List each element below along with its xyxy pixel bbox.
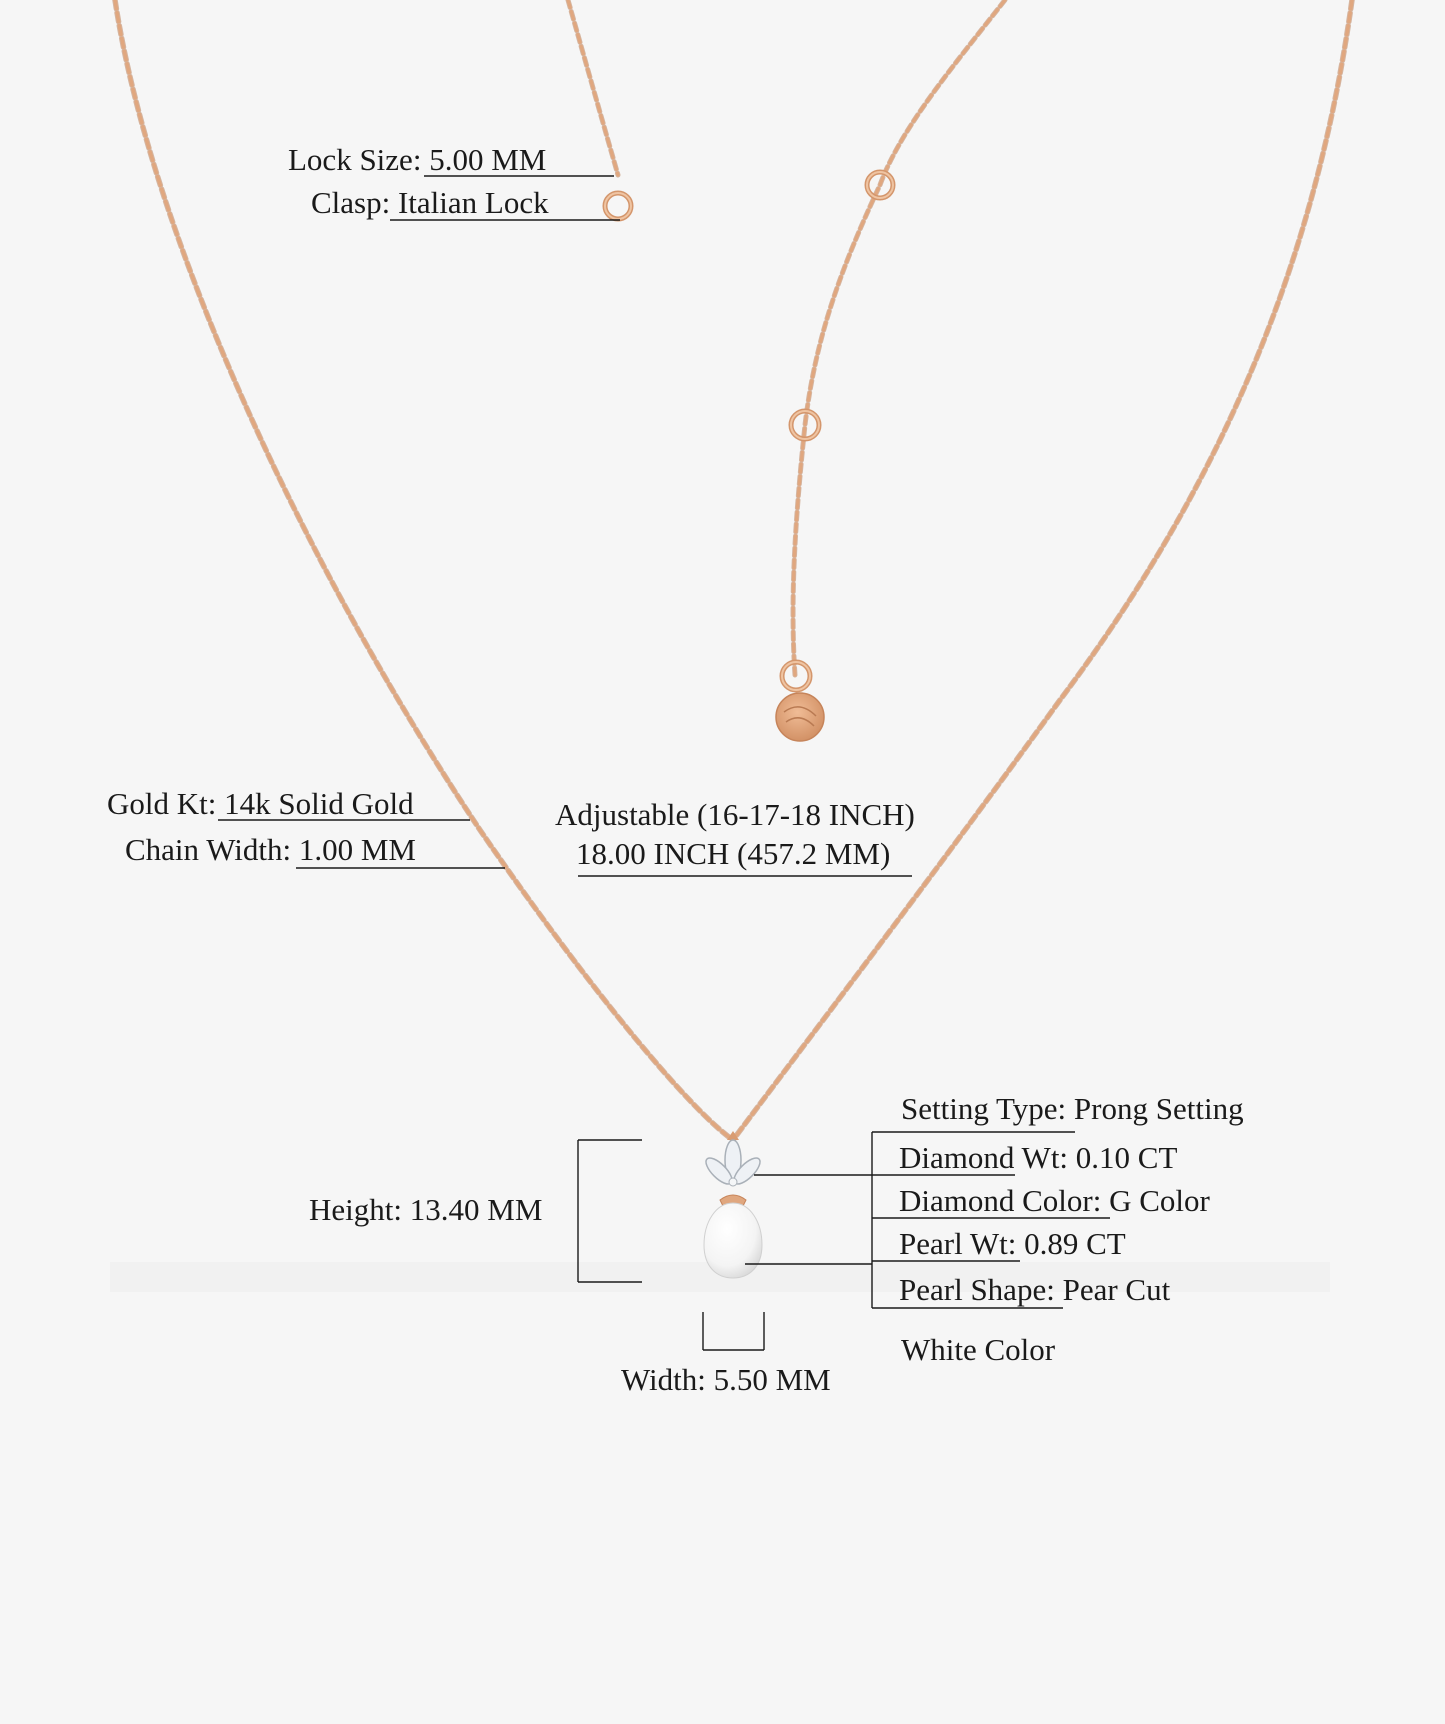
spec-clasp-value: Italian Lock bbox=[397, 185, 549, 220]
spec-gold-kt bbox=[107, 786, 414, 822]
spec-pearl-color bbox=[901, 1332, 1055, 1368]
spec-height bbox=[309, 1192, 542, 1228]
spec-diamond-wt-value: 0.10 CT bbox=[1075, 1140, 1178, 1175]
spec-gold-kt-value: 14k Solid Gold bbox=[224, 786, 414, 821]
spec-pearl-shape-label: Pearl Shape: bbox=[899, 1272, 1055, 1307]
spec-clasp bbox=[311, 185, 549, 221]
spec-pearl-shape-value: Pear Cut bbox=[1062, 1272, 1171, 1307]
length-total: 18.00 INCH (457.2 MM) bbox=[576, 836, 891, 871]
spec-diamond-color-label: Diamond Color: bbox=[899, 1183, 1102, 1218]
spec-pearl-shape bbox=[899, 1272, 1170, 1308]
spec-gold-kt-label: Gold Kt: bbox=[107, 786, 217, 821]
spec-width bbox=[621, 1362, 831, 1398]
spec-lock-size-value: 5.00 MM bbox=[429, 142, 547, 177]
spec-chain-width-label: Chain Width: bbox=[125, 832, 292, 867]
spec-pearl-wt-label: Pearl Wt: bbox=[899, 1226, 1017, 1261]
spec-diamond-wt-label: Diamond Wt: bbox=[899, 1140, 1069, 1175]
spec-pearl-color-value: White Color bbox=[901, 1332, 1056, 1367]
spec-clasp-label: Clasp: bbox=[311, 185, 391, 220]
end-tag-disc bbox=[776, 693, 824, 741]
length-adjustable: Adjustable (16-17-18 INCH) bbox=[555, 797, 915, 832]
spec-lock-size-label: Lock Size: bbox=[288, 142, 422, 177]
spec-height-label: Height: bbox=[309, 1192, 402, 1227]
spec-diamond-wt bbox=[899, 1140, 1177, 1176]
spec-setting-type bbox=[901, 1091, 1244, 1127]
spec-pearl-wt bbox=[899, 1226, 1126, 1262]
spec-setting-type-label: Setting Type: bbox=[901, 1091, 1067, 1126]
spec-diamond-color bbox=[899, 1183, 1210, 1219]
spec-width-label: Width: bbox=[621, 1362, 706, 1397]
pearl bbox=[704, 1203, 762, 1278]
spec-chain-width-value: 1.00 MM bbox=[298, 832, 416, 867]
spec-diamond-color-value: G Color bbox=[1109, 1183, 1210, 1218]
chain-extender-strand bbox=[793, 0, 1005, 675]
chain-right-strand bbox=[733, 0, 1352, 1140]
pendant bbox=[702, 1131, 764, 1278]
spec-pearl-wt-value: 0.89 CT bbox=[1024, 1226, 1126, 1261]
spec-lock-size bbox=[288, 142, 546, 178]
spec-setting-type-value: Prong Setting bbox=[1073, 1091, 1244, 1126]
spec-width-value: 5.50 MM bbox=[713, 1362, 831, 1397]
spec-height-value: 13.40 MM bbox=[409, 1192, 543, 1227]
spec-chain-width bbox=[125, 832, 416, 868]
